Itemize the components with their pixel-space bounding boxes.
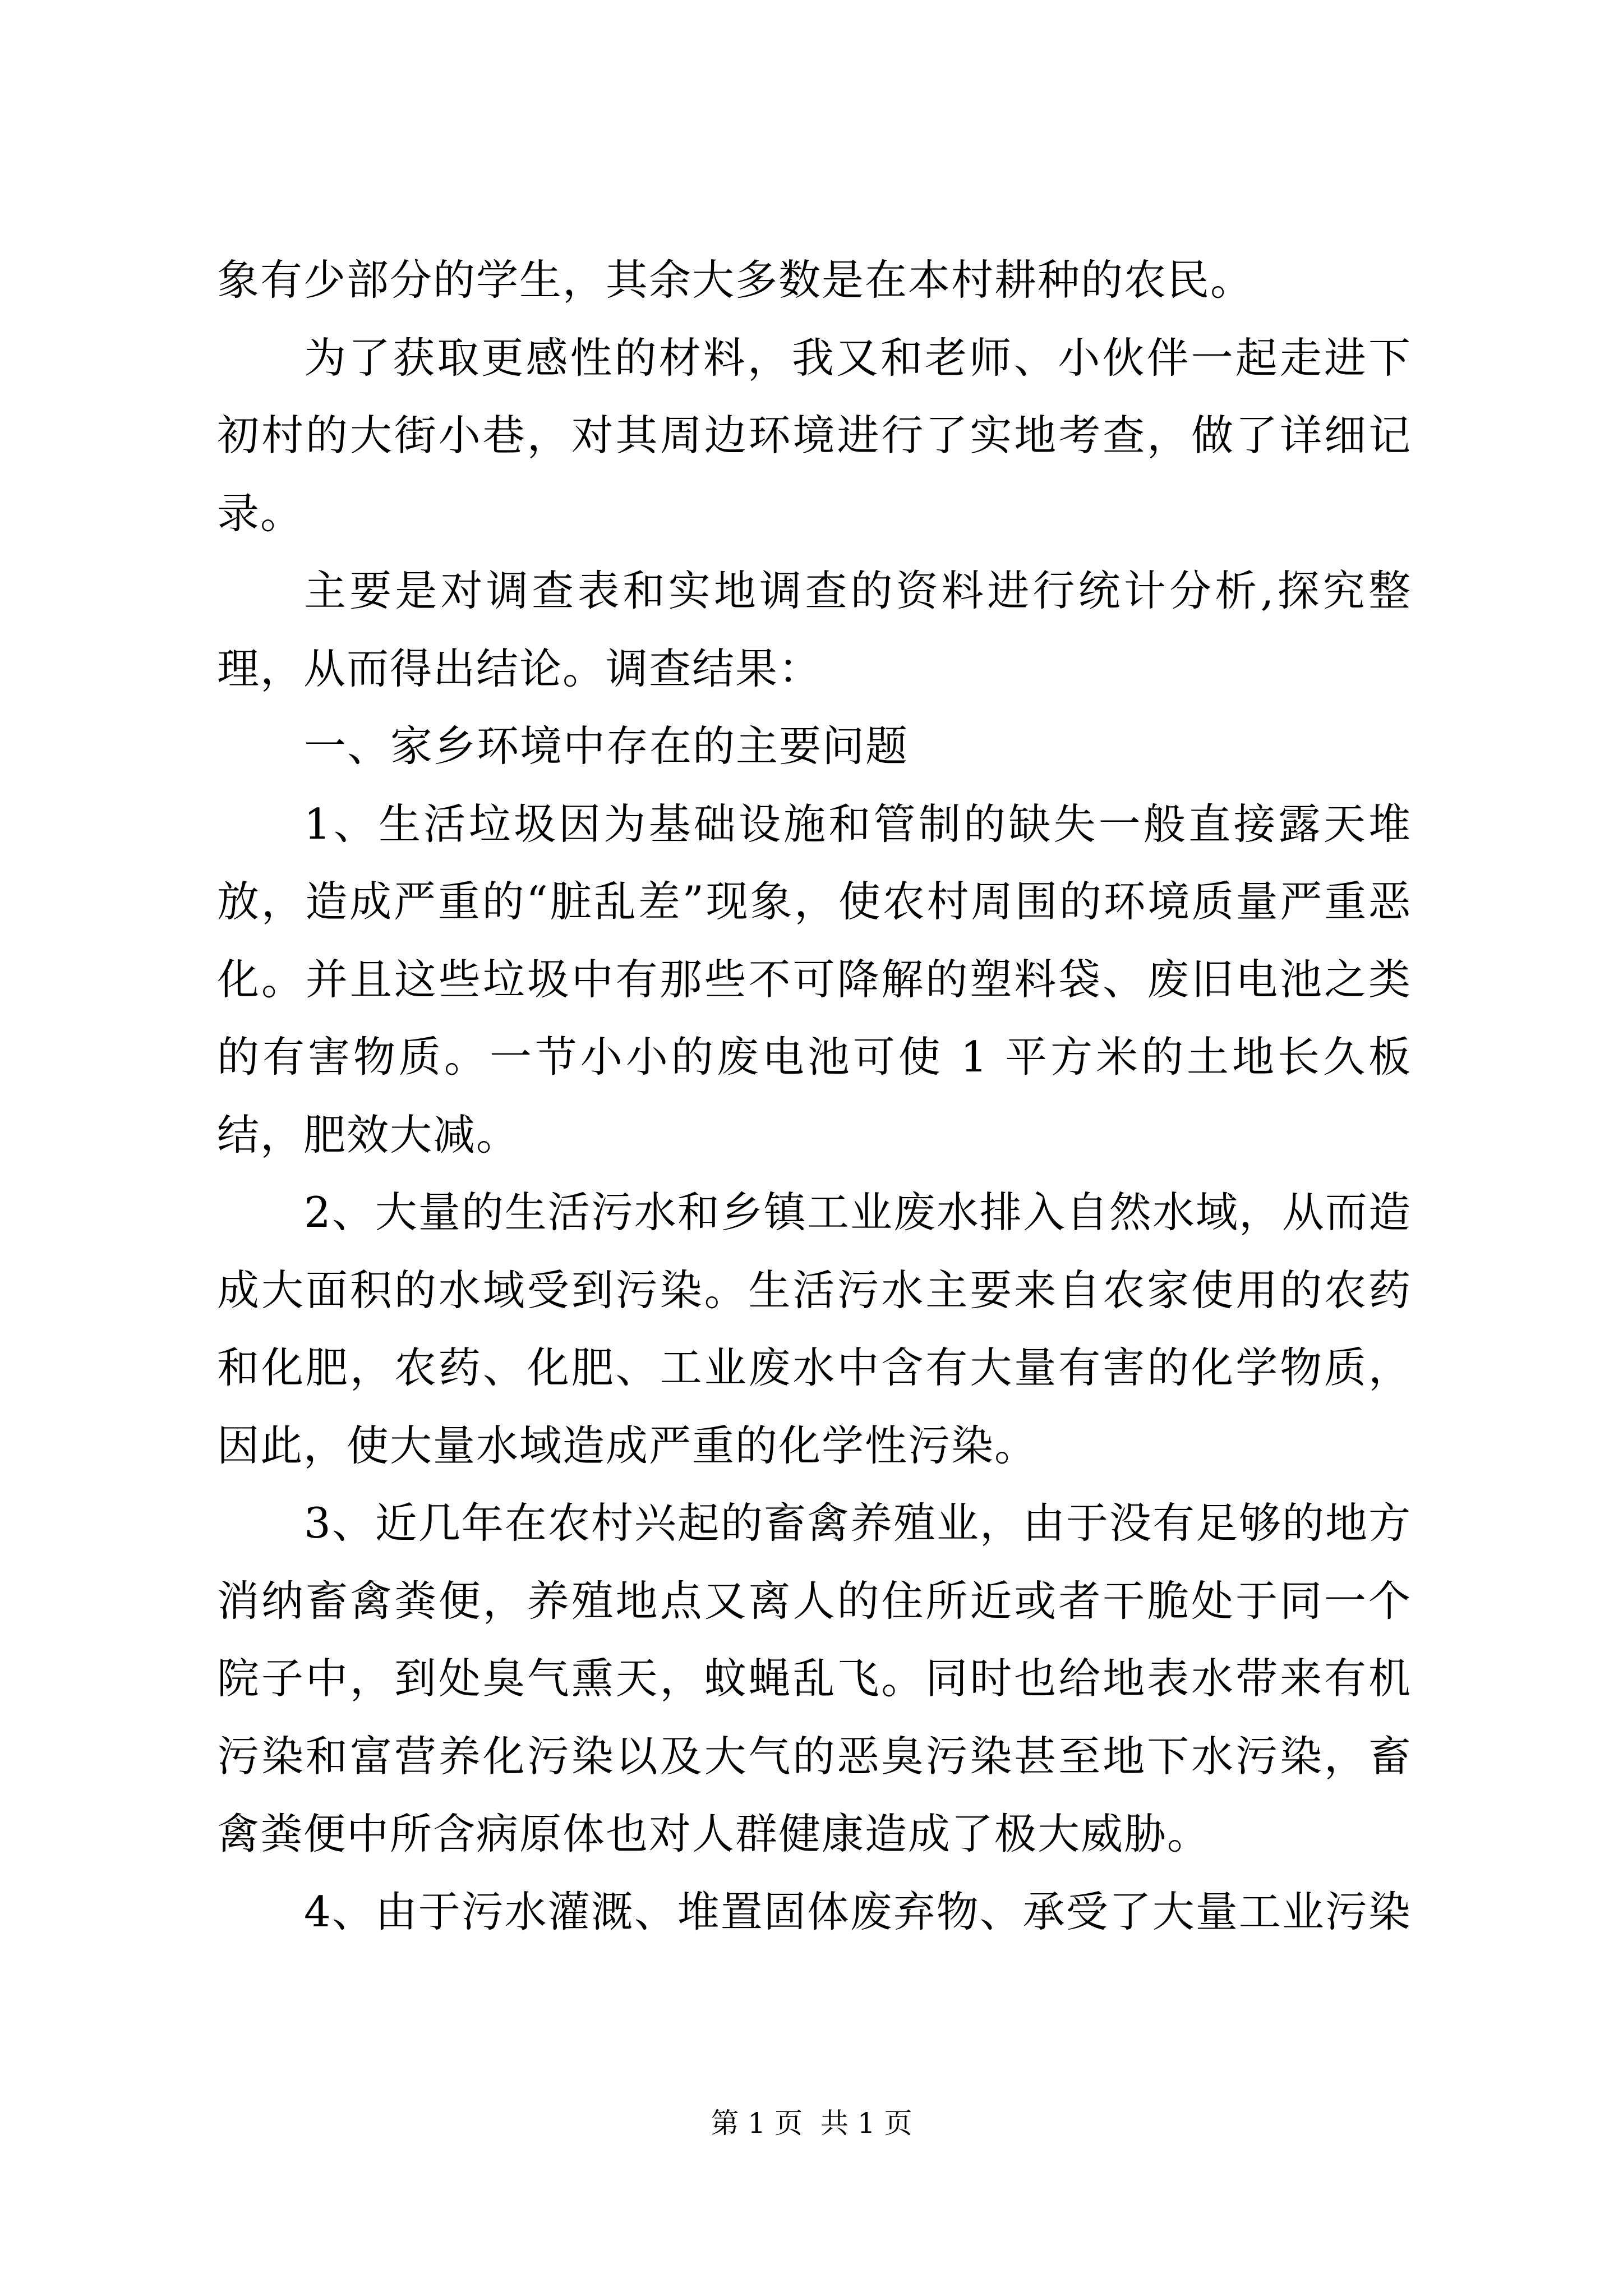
page-number-label: 第 1 页 共 1 页 bbox=[711, 2107, 912, 2139]
section-heading-main-problems: 一、家乡环境中存在的主要问题 bbox=[304, 721, 909, 771]
paragraph-item-1-garbage: 1、生活垃圾因为基础设施和管制的缺失一般直接露天堆放，造成严重的“脏乱差”现象，使农村周围的环境质量严重恶化。并且这些垃圾中有那些不可降解的塑料袋、废旧电池之类的有害物质。一节小小的废电池可使 1 平方米的土地长久板结，肥效大减。 bbox=[217, 799, 1412, 1159]
paragraph-item-2-wastewater: 2、大量的生活污水和乡镇工业废水排入自然水域，从而造成大面积的水域受到污染。生活污水主要来自农家使用的农药和化肥，农药、化肥、工业废水中含有大量有害的化学物质，因此，使大量水域造成严重的化学性污染。 bbox=[217, 1188, 1412, 1470]
paragraph-continuation: 象有少部分的学生，其余大多数是在本村耕种的农民。 bbox=[217, 255, 1254, 305]
document-body bbox=[217, 241, 1412, 1950]
paragraph-item-4-soil: 4、由于污水灌溉、堆置固体废弃物、承受了大量工业污染 bbox=[304, 1887, 1412, 1936]
paragraph-item-3-livestock: 3、近几年在农村兴起的畜禽养殖业，由于没有足够的地方消纳畜禽粪便，养殖地点又离人的住所近或者干脆处于同一个院子中，到处臭气熏天，蚊蝇乱飞。同时也给地表水带来有机污染和富营养化污染以及大气的恶臭污染甚至地下水污染，畜禽粪便中所含病原体也对人群健康造成了极大威胁。 bbox=[217, 1498, 1412, 1858]
paragraph-field-trip: 为了获取更感性的材料，我又和老师、小伙伴一起走进下初村的大街小巷，对其周边环境进行了实地考查，做了详细记录。 bbox=[217, 333, 1412, 538]
paragraph-analysis: 主要是对调查表和实地调查的资料进行统计分析,探究整理，从而得出结论。调查结果： bbox=[217, 566, 1412, 693]
page-footer bbox=[0, 2104, 1623, 2143]
